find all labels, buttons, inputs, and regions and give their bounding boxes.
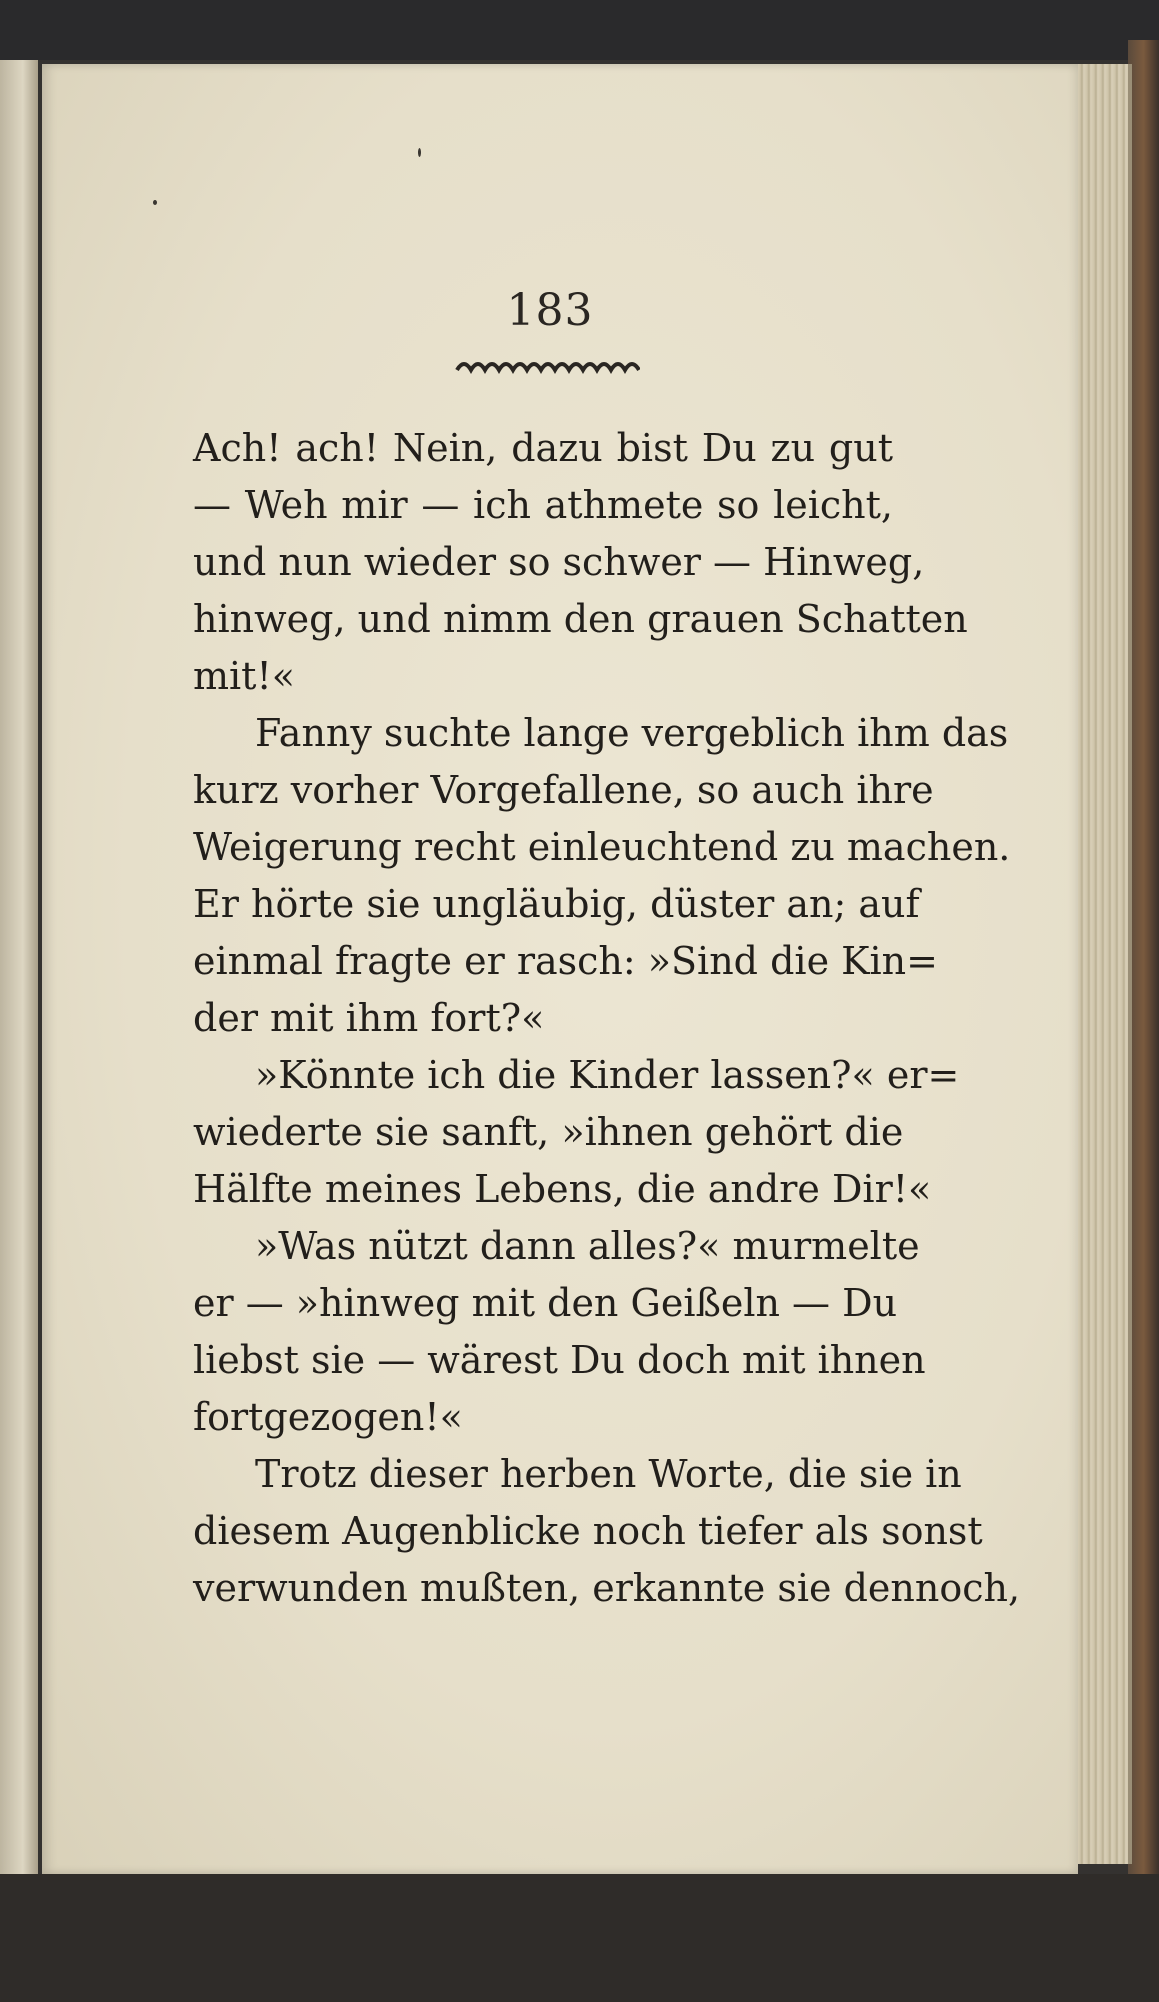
paper-speck: [153, 200, 157, 205]
text-line: liebst sie — wärest Du doch mit ihnen: [193, 1338, 926, 1382]
text-line: Fanny suchte lange vergeblich ihm das: [255, 711, 1009, 755]
text-line: hinweg, und nimm den grauen Schatten: [193, 597, 968, 641]
text-line: Trotz dieser herben Worte, die sie in: [255, 1452, 962, 1496]
text-line: Ach! ach! Nein, dazu bist Du zu gut: [193, 426, 893, 470]
paper-speck: [418, 148, 421, 157]
facing-page-edge: [0, 60, 38, 1940]
text-line: Er hörte sie ungläubig, düster an; auf: [193, 882, 920, 926]
bottom-shadow: [0, 1874, 1159, 2002]
text-line: und nun wieder so schwer — Hinweg,: [193, 540, 925, 584]
page-number: 183: [506, 285, 594, 336]
text-line: — Weh mir — ich athmete so leicht,: [193, 483, 893, 527]
book-cover-top: [0, 0, 1159, 60]
text-line: Weigerung recht einleuchtend zu machen.: [193, 825, 1011, 869]
text-line: er — »hinweg mit den Geißeln — Du: [193, 1281, 898, 1325]
text-line: diesem Augenblicke noch tiefer als sonst: [193, 1509, 983, 1553]
text-line: Hälfte meines Lebens, die andre Dir!«: [193, 1167, 932, 1211]
text-line: wiederte sie sanft, »ihnen gehört die: [193, 1110, 904, 1154]
text-line: mit!«: [193, 654, 295, 698]
text-line: einmal fragte er rasch: »Sind die Kin=: [193, 939, 938, 983]
text-line: fortgezogen!«: [193, 1395, 463, 1439]
book-cover-spine: [1128, 40, 1159, 2002]
text-line: kurz vorher Vorgefallene, so auch ihre: [193, 768, 934, 812]
ornament-divider: [455, 356, 640, 378]
body-text: [193, 420, 1021, 1617]
text-line: »Könnte ich die Kinder lassen?« er=: [255, 1053, 960, 1097]
page-stack-edges: [1070, 64, 1132, 1864]
text-line: der mit ihm fort?«: [193, 996, 545, 1040]
text-line: »Was nützt dann alles?« murmelte: [255, 1224, 920, 1268]
text-line: verwunden mußten, erkannte sie dennoch,: [193, 1566, 1021, 1610]
